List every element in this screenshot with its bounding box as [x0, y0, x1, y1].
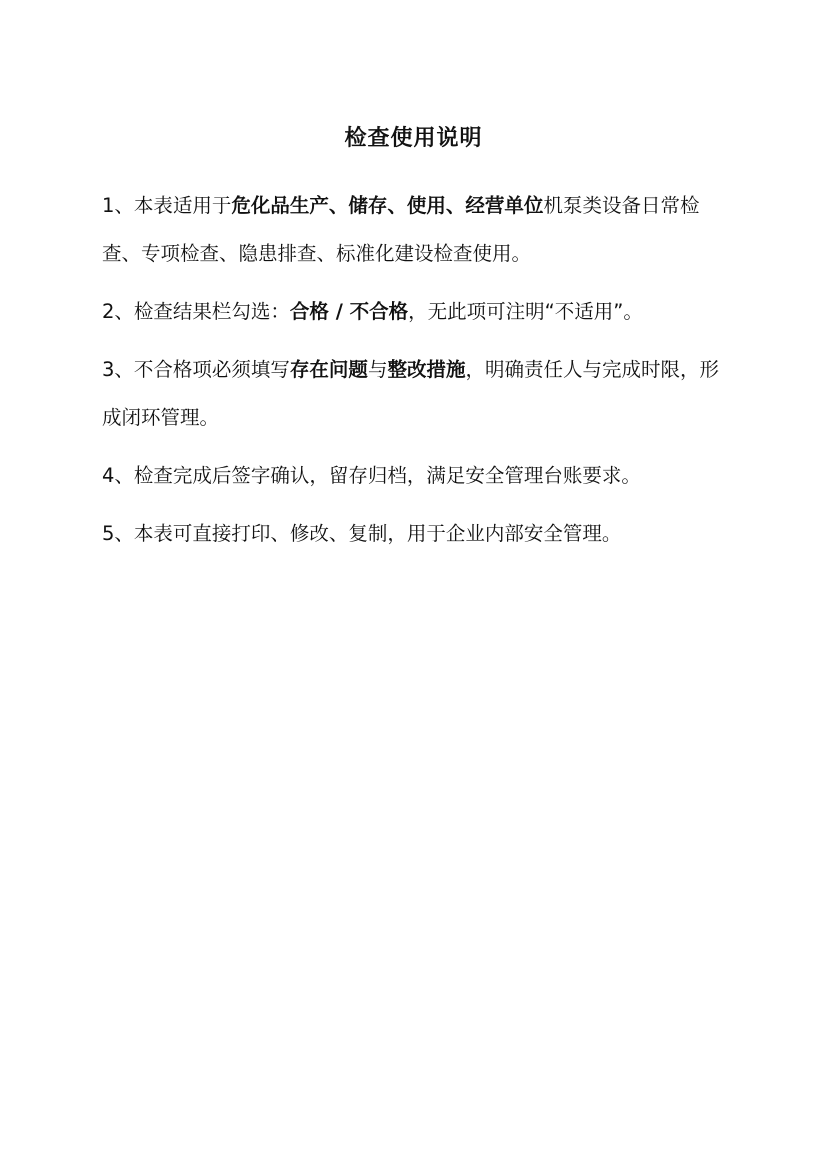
instruction-item-2: [102, 288, 732, 336]
instruction-item-1: [102, 182, 732, 278]
instruction-emphasis: 合格 / 不合格: [289, 300, 409, 323]
instruction-text: 2、检查结果栏勾选：: [102, 300, 290, 323]
instruction-text: 1、本表适用于: [102, 194, 232, 217]
instruction-text: 5、本表可直接打印、修改、复制，用于企业内部安全管理。: [102, 522, 622, 545]
instruction-item-4: [102, 452, 732, 500]
instruction-text: 4、检查完成后签字确认，留存归档，满足安全管理台账要求。: [102, 464, 641, 487]
instruction-list: [102, 182, 732, 568]
instruction-emphasis: 危化品生产、储存、使用、经营单位: [231, 194, 544, 217]
instruction-item-3: [102, 346, 732, 442]
instruction-text: ，明确责任人与完成时限，形成闭环管理。: [102, 358, 719, 429]
page-title: 检查使用说明: [344, 126, 483, 151]
instruction-text: 机泵类设备日常检查、专项检查、隐患排查、标准化建设检查使用。: [102, 194, 700, 265]
instruction-emphasis: 存在问题: [289, 358, 368, 381]
instruction-emphasis: 整改措施: [387, 358, 466, 381]
instruction-text: 3、不合格项必须填写: [102, 358, 290, 381]
instruction-text: ，无此项可注明“不适用”。: [408, 300, 643, 323]
instruction-item-5: [102, 510, 732, 558]
instruction-text: 与: [367, 358, 388, 381]
